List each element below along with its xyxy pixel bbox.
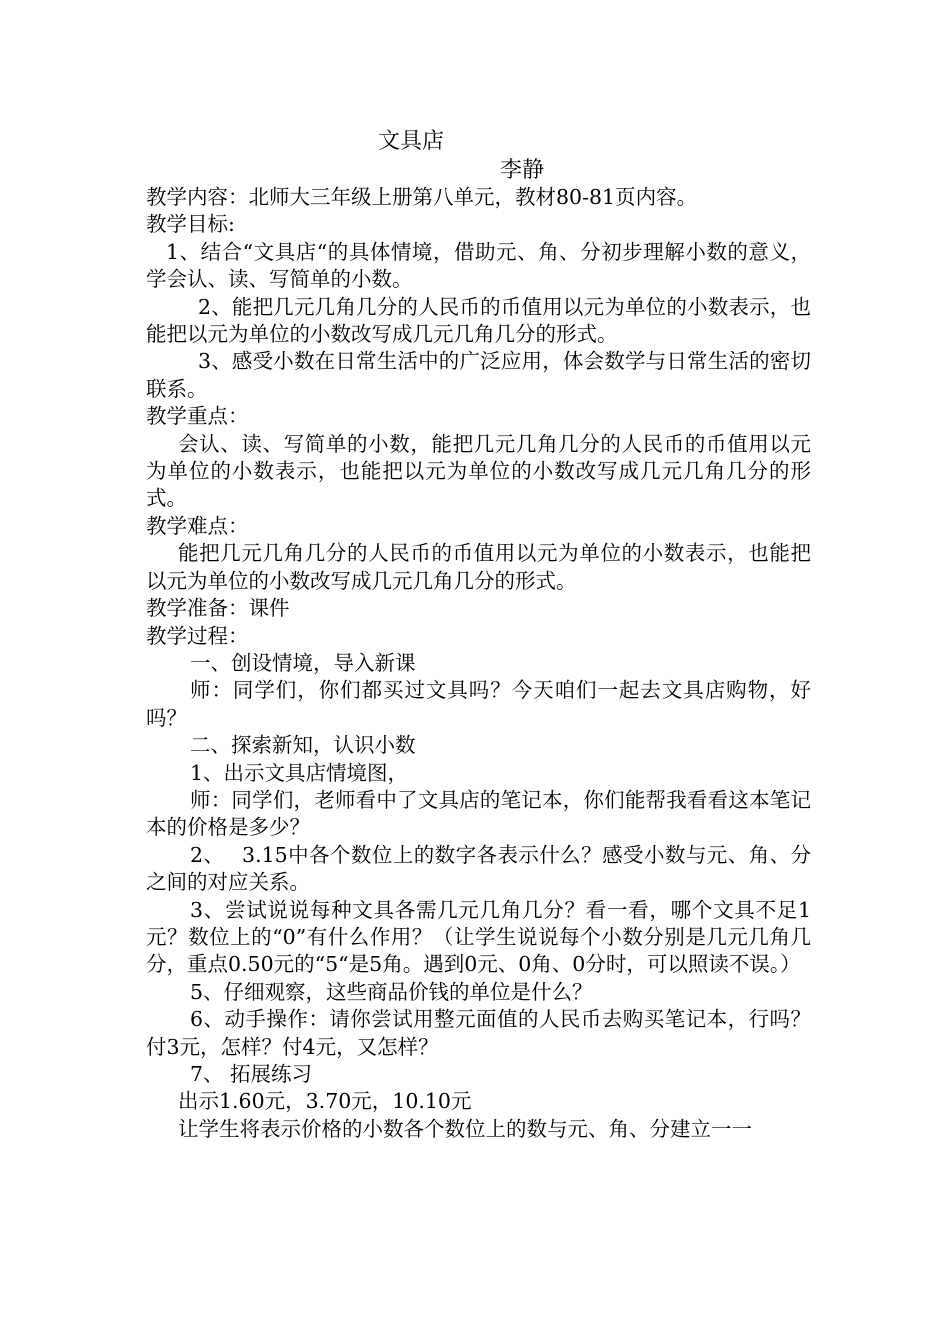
- section-2-heading: 二、探索新知，认识小数: [190, 733, 416, 758]
- step-2: 2、 3.15中各个数位上的数字各表示什么？感受小数与元、角、分之间的对应关系。: [146, 842, 811, 895]
- show-prices: 出示1.60元，3.70元，10.10元: [178, 1089, 472, 1114]
- teacher-line-2: 师：同学们，老师看中了文具店的笔记本，你们能帮我看看这本笔记本的价格是多少？: [146, 787, 811, 840]
- step-3: 3、尝试说说每种文具各需几元几角几分？看一看，哪个文具不足1元？数位上的“0”有什么作用？（让学生说说每个小数分别是几元几角几分，重点0.50元的“5“是5角。遇到0元、0角、0分时，可以照读不误。）: [146, 897, 811, 977]
- step-5: 5、仔细观察，这些商品价钱的单位是什么？: [190, 979, 593, 1004]
- section-1-heading: 一、创设情境，导入新课: [190, 650, 416, 675]
- objective-1: 1、结合“文具店“的具体情境，借助元、角、分初步理解小数的意义，学会认、读、写简单的小数。: [146, 239, 811, 292]
- heading-difficulties: 教学难点：: [146, 513, 249, 538]
- step-6: 6、动手操作：请你尝试用整元面值的人民币去购买笔记本，行吗？付3元，怎样？付4元，又怎样？: [146, 1007, 811, 1059]
- teaching-preparation: 教学准备：课件: [146, 596, 290, 621]
- key-points-text: 会认、读、写简单的小数，能把几元几角几分的人民币的币值用以元为单位的小数表示，也能把以元为单位的小数改写成几元几角几分的形式。: [146, 431, 811, 511]
- heading-process: 教学过程：: [146, 623, 249, 648]
- document-body: [146, 184, 811, 1143]
- teaching-content: 教学内容：北师大三年级上册第八单元，教材80-81页内容。: [146, 185, 698, 209]
- author-name: 李静: [500, 158, 545, 183]
- objective-2: 2、能把几元几角几分的人民币的币值用以元为单位的小数表示，也能把以元为单位的小数改写成几元几角几分的形式。: [146, 294, 811, 347]
- step-1: 1、出示文具店情境图，: [190, 760, 409, 785]
- teacher-line-1: 师：同学们，你们都买过文具吗？今天咱们一起去文具店购物，好吗？: [146, 678, 811, 730]
- heading-objectives: 教学目标:: [146, 212, 235, 237]
- objective-3: 3、感受小数在日常生活中的广泛应用，体会数学与日常生活的密切联系。: [146, 349, 811, 401]
- step-7: 7、 拓展练习: [190, 1062, 313, 1086]
- final-instruction: 让学生将表示价格的小数各个数位上的数与元、角、分建立一一: [178, 1116, 752, 1141]
- heading-key-points: 教学重点：: [146, 404, 249, 429]
- difficulties-text: 能把几元几角几分的人民币的币值用以元为单位的小数表示，也能把以元为单位的小数改写成几元几角几分的形式。: [146, 541, 811, 593]
- document-title: 文具店: [378, 129, 445, 154]
